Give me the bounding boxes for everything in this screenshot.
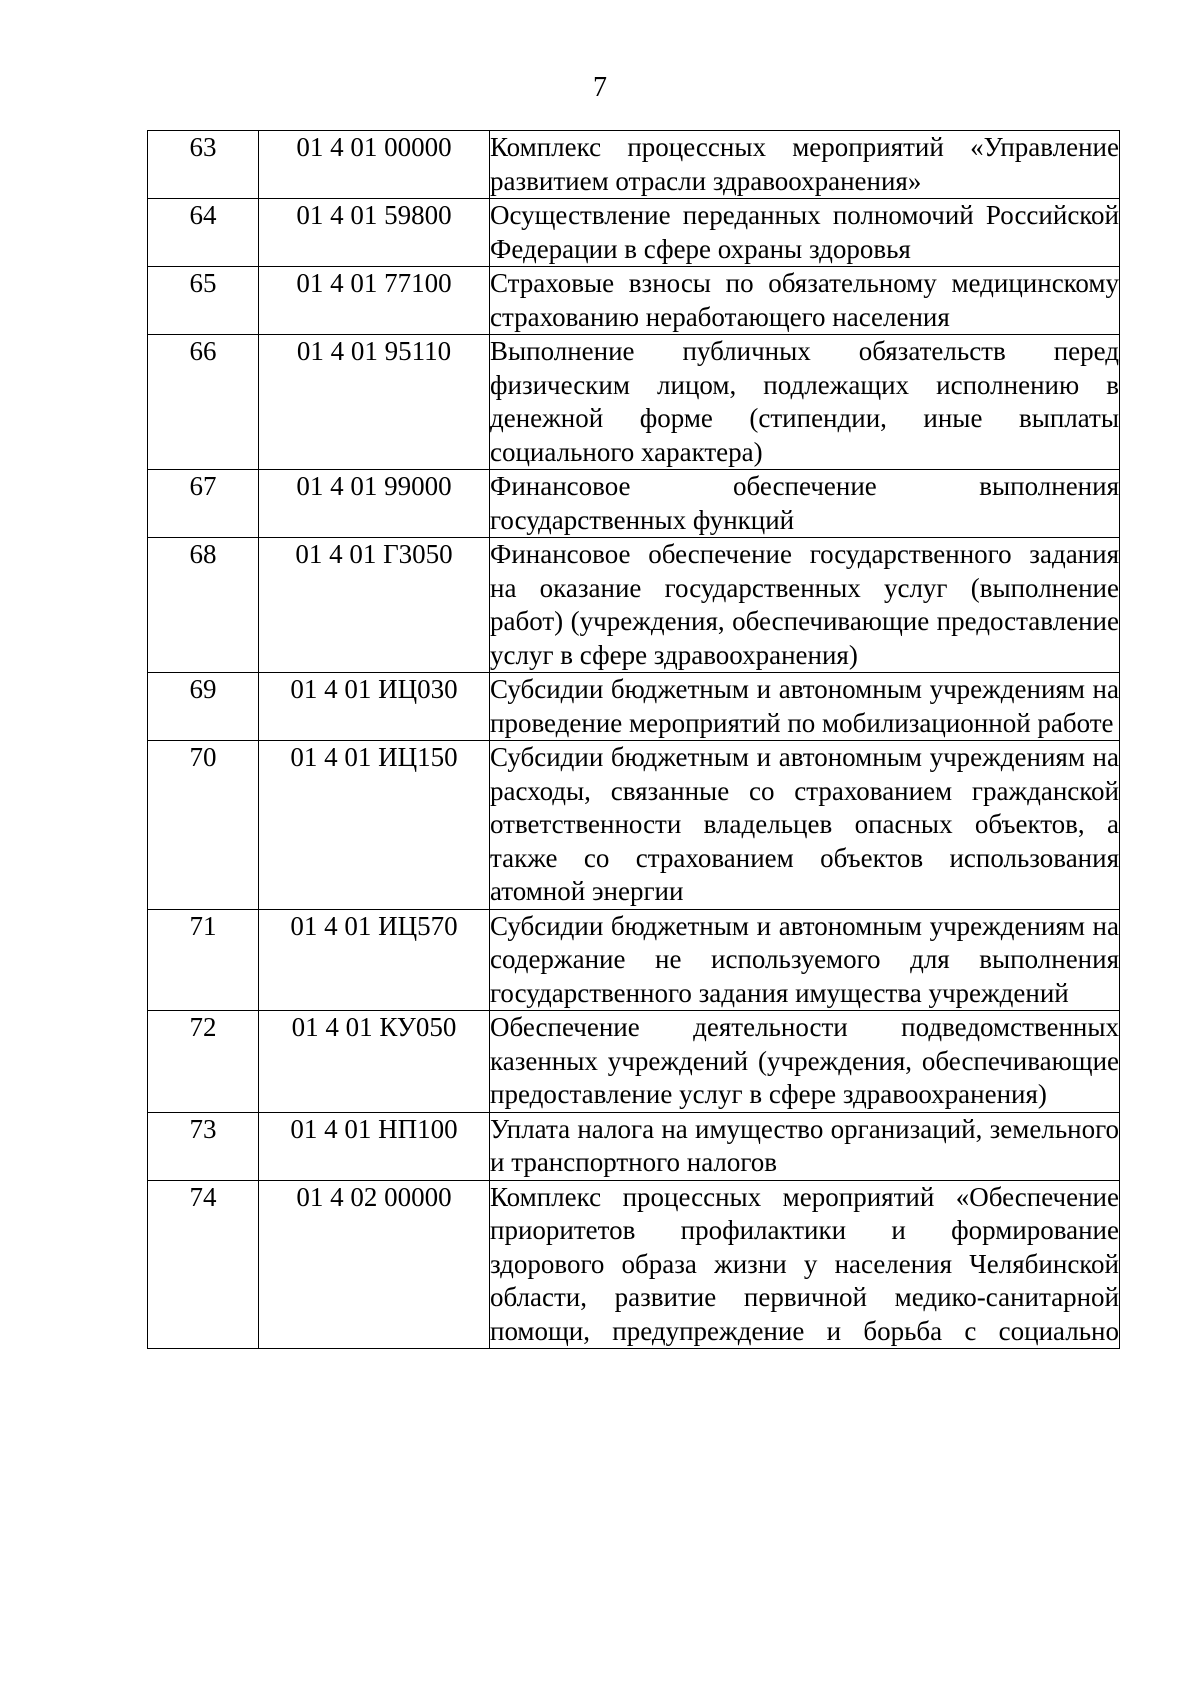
row-description: Обеспечение деятельности подведомственных казенных учреждений (учреждения, обеспечивающие предоставление услуг в сфере здравоохранения) [490,1011,1120,1113]
budget-code: 01 4 01 95110 [259,335,490,470]
row-number: 67 [148,470,259,538]
row-number: 72 [148,1011,259,1113]
table-row [148,1011,1120,1113]
table-row [148,538,1120,673]
table-row [148,673,1120,741]
budget-code: 01 4 01 ИЦ570 [259,909,490,1011]
row-description: Уплата налога на имущество организаций, земельного и транспортного налогов [490,1112,1120,1180]
table-row [148,199,1120,267]
page-number: 7 [593,72,607,103]
row-description: Осуществление переданных полномочий Российской Федерации в сфере охраны здоровья [490,199,1120,267]
table-row [148,1112,1120,1180]
budget-code: 01 4 01 77100 [259,267,490,335]
row-description: Субсидии бюджетным и автономным учреждениям на содержание не используемого для выполнения государственного задания имущества учреждений [490,909,1120,1011]
budget-code: 01 4 02 00000 [259,1180,490,1349]
row-description: Страховые взносы по обязательному медицинскому страхованию неработающего населения [490,267,1120,335]
row-description: Комплекс процессных мероприятий «Обеспечение приоритетов профилактики и формирование здорового образа жизни у населения Челябинской области, развитие первичной медико-санитарной помощи, предупреждение и борьба с социально [490,1180,1120,1349]
row-description: Финансовое обеспечение государственного задания на оказание государственных услуг (выполнение работ) (учреждения, обеспечивающие предоставление услуг в сфере здравоохранения) [490,538,1120,673]
row-description: Субсидии бюджетным и автономным учреждениям на расходы, связанные со страхованием гражданской ответственности владельцев опасных объектов, а также со страхованием объектов использования атомной энергии [490,741,1120,910]
row-description: Субсидии бюджетным и автономным учреждениям на проведение мероприятий по мобилизационной работе [490,673,1120,741]
budget-code: 01 4 01 НП100 [259,1112,490,1180]
row-number: 64 [148,199,259,267]
budget-code: 01 4 01 ИЦ030 [259,673,490,741]
row-description: Выполнение публичных обязательств перед физическим лицом, подлежащих исполнению в денежной форме (стипендии, иные выплаты социального характера) [490,335,1120,470]
table-row [148,470,1120,538]
row-number: 71 [148,909,259,1011]
row-description: Комплекс процессных мероприятий «Управление развитием отрасли здравоохранения» [490,131,1120,199]
row-number: 66 [148,335,259,470]
budget-code: 01 4 01 59800 [259,199,490,267]
row-number: 73 [148,1112,259,1180]
budget-code-table [147,130,1120,1349]
budget-code: 01 4 01 99000 [259,470,490,538]
budget-code: 01 4 01 00000 [259,131,490,199]
table-row [148,741,1120,910]
row-number: 68 [148,538,259,673]
row-description: Финансовое обеспечение выполнения государственных функций [490,470,1120,538]
table-row [148,131,1120,199]
budget-code: 01 4 01 ИЦ150 [259,741,490,910]
table-row [148,267,1120,335]
row-number: 69 [148,673,259,741]
row-number: 65 [148,267,259,335]
table-row [148,1180,1120,1349]
row-number: 74 [148,1180,259,1349]
budget-code: 01 4 01 КУ050 [259,1011,490,1113]
row-number: 70 [148,741,259,910]
budget-code: 01 4 01 Г3050 [259,538,490,673]
table-row [148,335,1120,470]
row-number: 63 [148,131,259,199]
table-row [148,909,1120,1011]
